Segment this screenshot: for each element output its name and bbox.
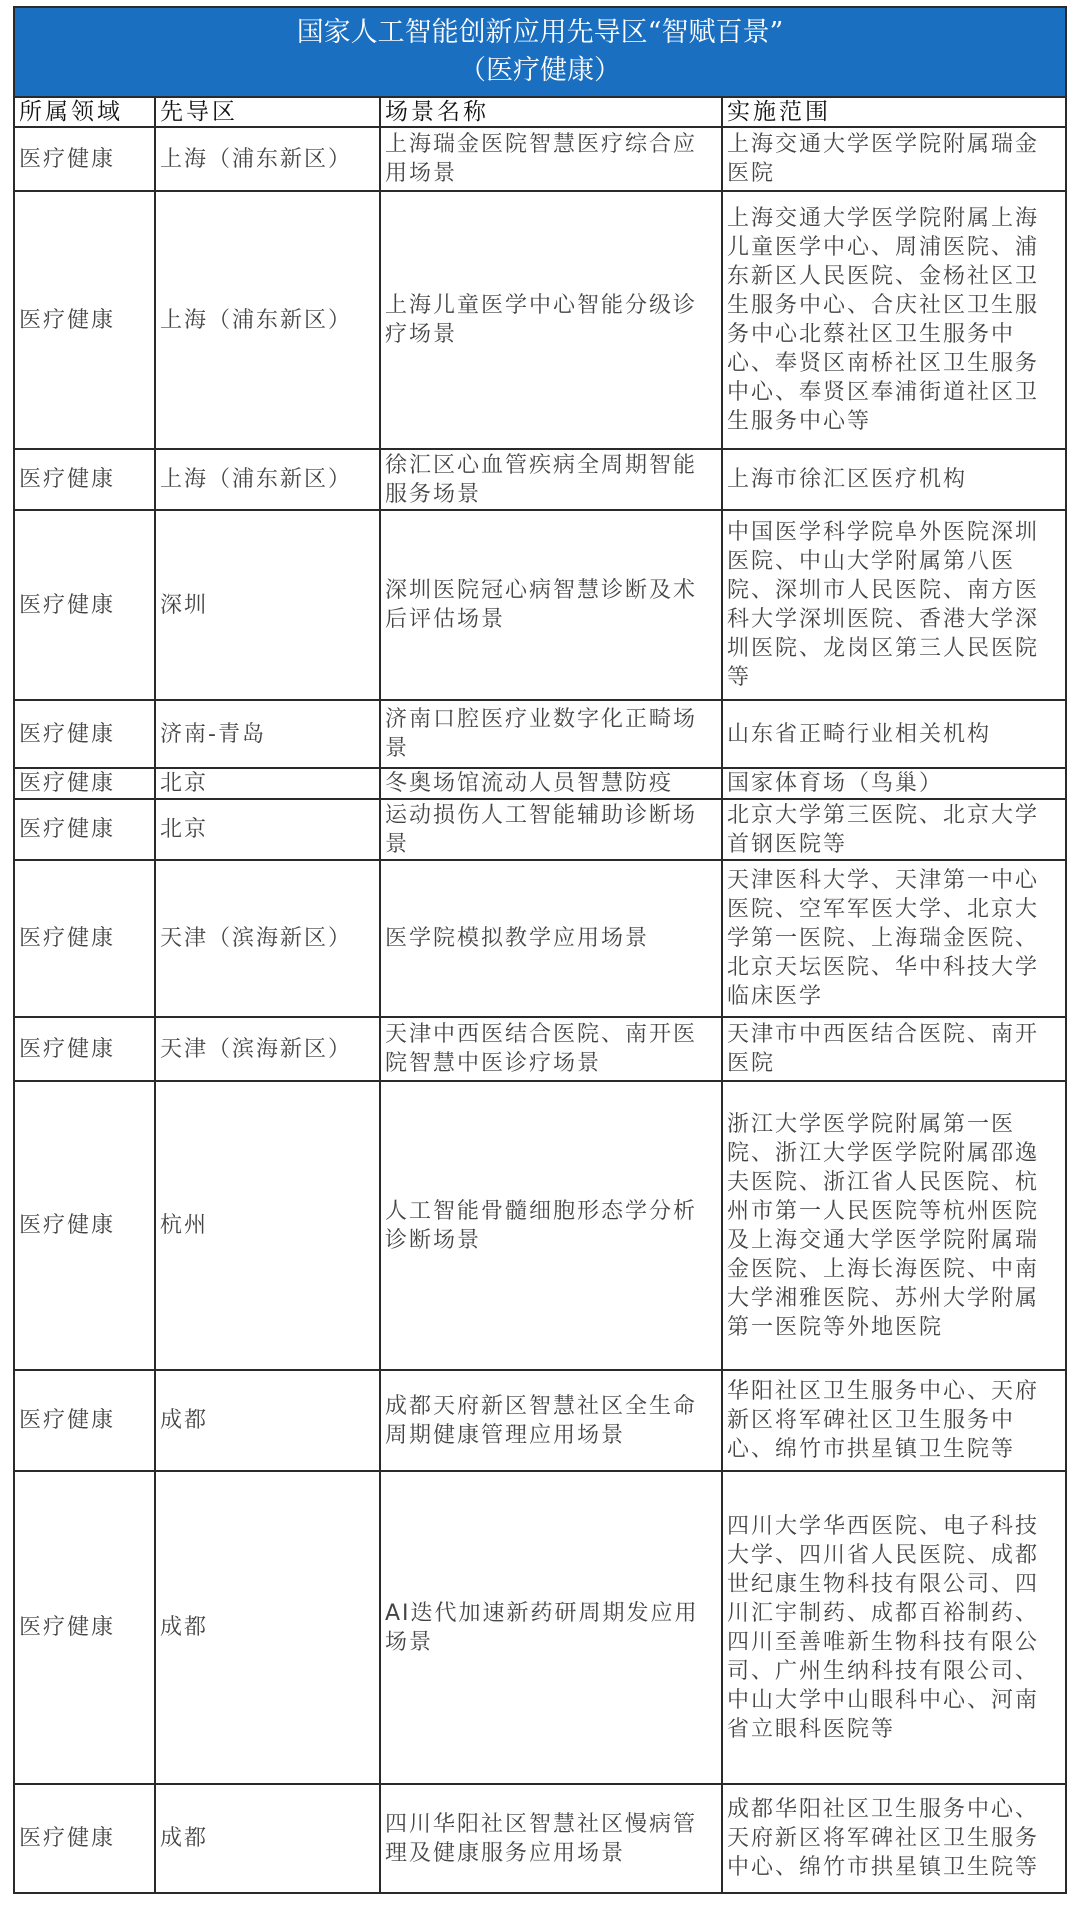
cell-zone: 天津（滨海新区） (156, 861, 381, 1016)
title-line-2: （医疗健康） (459, 55, 621, 86)
cell-scene: 冬奥场馆流动人员智慧防疫 (381, 769, 723, 798)
table-row (15, 769, 1065, 800)
cell-scope: 成都华阳社区卫生服务中心、天府新区将军碑社区卫生服务中心、绵竹市拱星镇卫生院等 (727, 1797, 1040, 1880)
cell-scope: 山东省正畸行业相关机构 (727, 721, 992, 747)
cell-zone: 深圳 (156, 511, 381, 699)
cell-scope: 天津市中西医结合医院、南开医院 (727, 1022, 1040, 1076)
cell-zone: 上海（浦东新区） (156, 192, 381, 448)
col-header-zone: 先导区 (156, 98, 381, 127)
table-title (15, 8, 1065, 98)
cell-domain: 医疗健康 (15, 701, 156, 767)
cell-scope: 华阳社区卫生服务中心、天府新区将军碑社区卫生服务中心、绵竹市拱星镇卫生院等 (727, 1379, 1040, 1462)
cell-domain: 医疗健康 (15, 1018, 156, 1080)
cell-domain: 医疗健康 (15, 1371, 156, 1470)
cell-zone: 杭州 (156, 1082, 381, 1369)
table-row (15, 450, 1065, 511)
cell-scene: 徐汇区心血管疾病全周期智能服务场景 (381, 450, 723, 509)
cell-domain: 医疗健康 (15, 1785, 156, 1892)
cell-domain: 医疗健康 (15, 1082, 156, 1369)
cell-domain: 医疗健康 (15, 511, 156, 699)
table-row (15, 128, 1065, 192)
cell-scope: 北京大学第三医院、北京大学首钢医院等 (727, 802, 1040, 857)
cell-scope: 上海市徐汇区医疗机构 (727, 467, 968, 492)
cell-zone: 成都 (156, 1472, 381, 1783)
cell-zone: 成都 (156, 1785, 381, 1892)
col-header-domain: 所属领域 (15, 98, 156, 127)
cell-domain: 医疗健康 (15, 192, 156, 448)
table-row (15, 800, 1065, 861)
table-row (15, 701, 1065, 769)
cell-scene: 上海儿童医学中心智能分级诊疗场景 (381, 192, 723, 448)
cell-zone: 成都 (156, 1371, 381, 1470)
cell-domain: 医疗健康 (15, 769, 156, 798)
cell-scope: 中国医学科学院阜外医院深圳医院、中山大学附属第八医院、深圳市人民医院、南方医科大学深圳医院、香港大学深圳医院、龙岗区第三人民医院等 (727, 520, 1040, 690)
cell-scene: AI迭代加速新药研周期发应用场景 (381, 1472, 723, 1783)
table-row (15, 511, 1065, 701)
cell-domain: 医疗健康 (15, 450, 156, 509)
cell-domain: 医疗健康 (15, 1472, 156, 1783)
cell-scope: 上海交通大学医学院附属瑞金医院 (727, 132, 1040, 186)
cell-zone: 上海（浦东新区） (156, 450, 381, 509)
col-header-scene: 场景名称 (381, 98, 723, 127)
table-row (15, 192, 1065, 450)
table-row (15, 1082, 1065, 1371)
cell-scene: 上海瑞金医院智慧医疗综合应用场景 (381, 128, 723, 190)
pilot-zone-table (13, 6, 1067, 1894)
table-row (15, 1371, 1065, 1472)
cell-scene: 济南口腔医疗业数字化正畸场景 (381, 701, 723, 767)
cell-scene: 深圳医院冠心病智慧诊断及术后评估场景 (381, 511, 723, 699)
cell-zone: 天津（滨海新区） (156, 1018, 381, 1080)
cell-scene: 天津中西医结合医院、南开医院智慧中医诊疗场景 (381, 1018, 723, 1080)
cell-scope: 浙江大学医学院附属第一医院、浙江大学医学院附属邵逸夫医院、浙江省人民医院、杭州市第一人民医院等杭州医院及上海交通大学医学院附属瑞金医院、上海长海医院、中南大学湘雅医院、苏州大学附属第一医院等外地医院 (727, 1111, 1040, 1340)
cell-scene: 运动损伤人工智能辅助诊断场景 (381, 800, 723, 859)
cell-domain: 医疗健康 (15, 128, 156, 190)
cell-zone: 上海（浦东新区） (156, 128, 381, 190)
col-header-scope: 实施范围 (727, 99, 831, 125)
table-body (15, 128, 1065, 1892)
table-header-row (15, 98, 1065, 128)
cell-scene: 人工智能骨髓细胞形态学分析诊断场景 (381, 1082, 723, 1369)
table-row (15, 1472, 1065, 1785)
cell-zone: 北京 (156, 769, 381, 798)
cell-zone: 济南-青岛 (156, 701, 381, 767)
cell-scope: 四川大学华西医院、电子科技大学、四川省人民医院、成都世纪康生物科技有限公司、四川汇宇制药、成都百裕制药、四川至善唯新生物科技有限公司、广州生纳科技有限公司、中山大学中山眼科中心、河南省立眼科医院等 (727, 1513, 1040, 1742)
cell-scene: 医学院模拟教学应用场景 (381, 861, 723, 1016)
table-row (15, 1785, 1065, 1892)
cell-domain: 医疗健康 (15, 861, 156, 1016)
cell-scope: 天津医科大学、天津第一中心医院、空军军医大学、北京大学第一医院、上海瑞金医院、北京天坛医院、华中科技大学临床医学 (727, 868, 1040, 1009)
cell-scope: 国家体育场（鸟巢） (727, 771, 944, 796)
cell-scene: 成都天府新区智慧社区全生命周期健康管理应用场景 (381, 1371, 723, 1470)
table-row (15, 861, 1065, 1018)
cell-scope: 上海交通大学医学院附属上海儿童医学中心、周浦医院、浦东新区人民医院、金杨社区卫生服务中心、合庆社区卫生服务中心北蔡社区卫生服务中心、奉贤区南桥社区卫生服务中心、奉贤区奉浦街道社区卫生服务中心等 (727, 206, 1040, 434)
cell-scene: 四川华阳社区智慧社区慢病管理及健康服务应用场景 (381, 1785, 723, 1892)
table-row (15, 1018, 1065, 1082)
cell-zone: 北京 (156, 800, 381, 859)
cell-domain: 医疗健康 (15, 800, 156, 859)
title-line-1: 国家人工智能创新应用先导区“智赋百景” (296, 17, 784, 48)
